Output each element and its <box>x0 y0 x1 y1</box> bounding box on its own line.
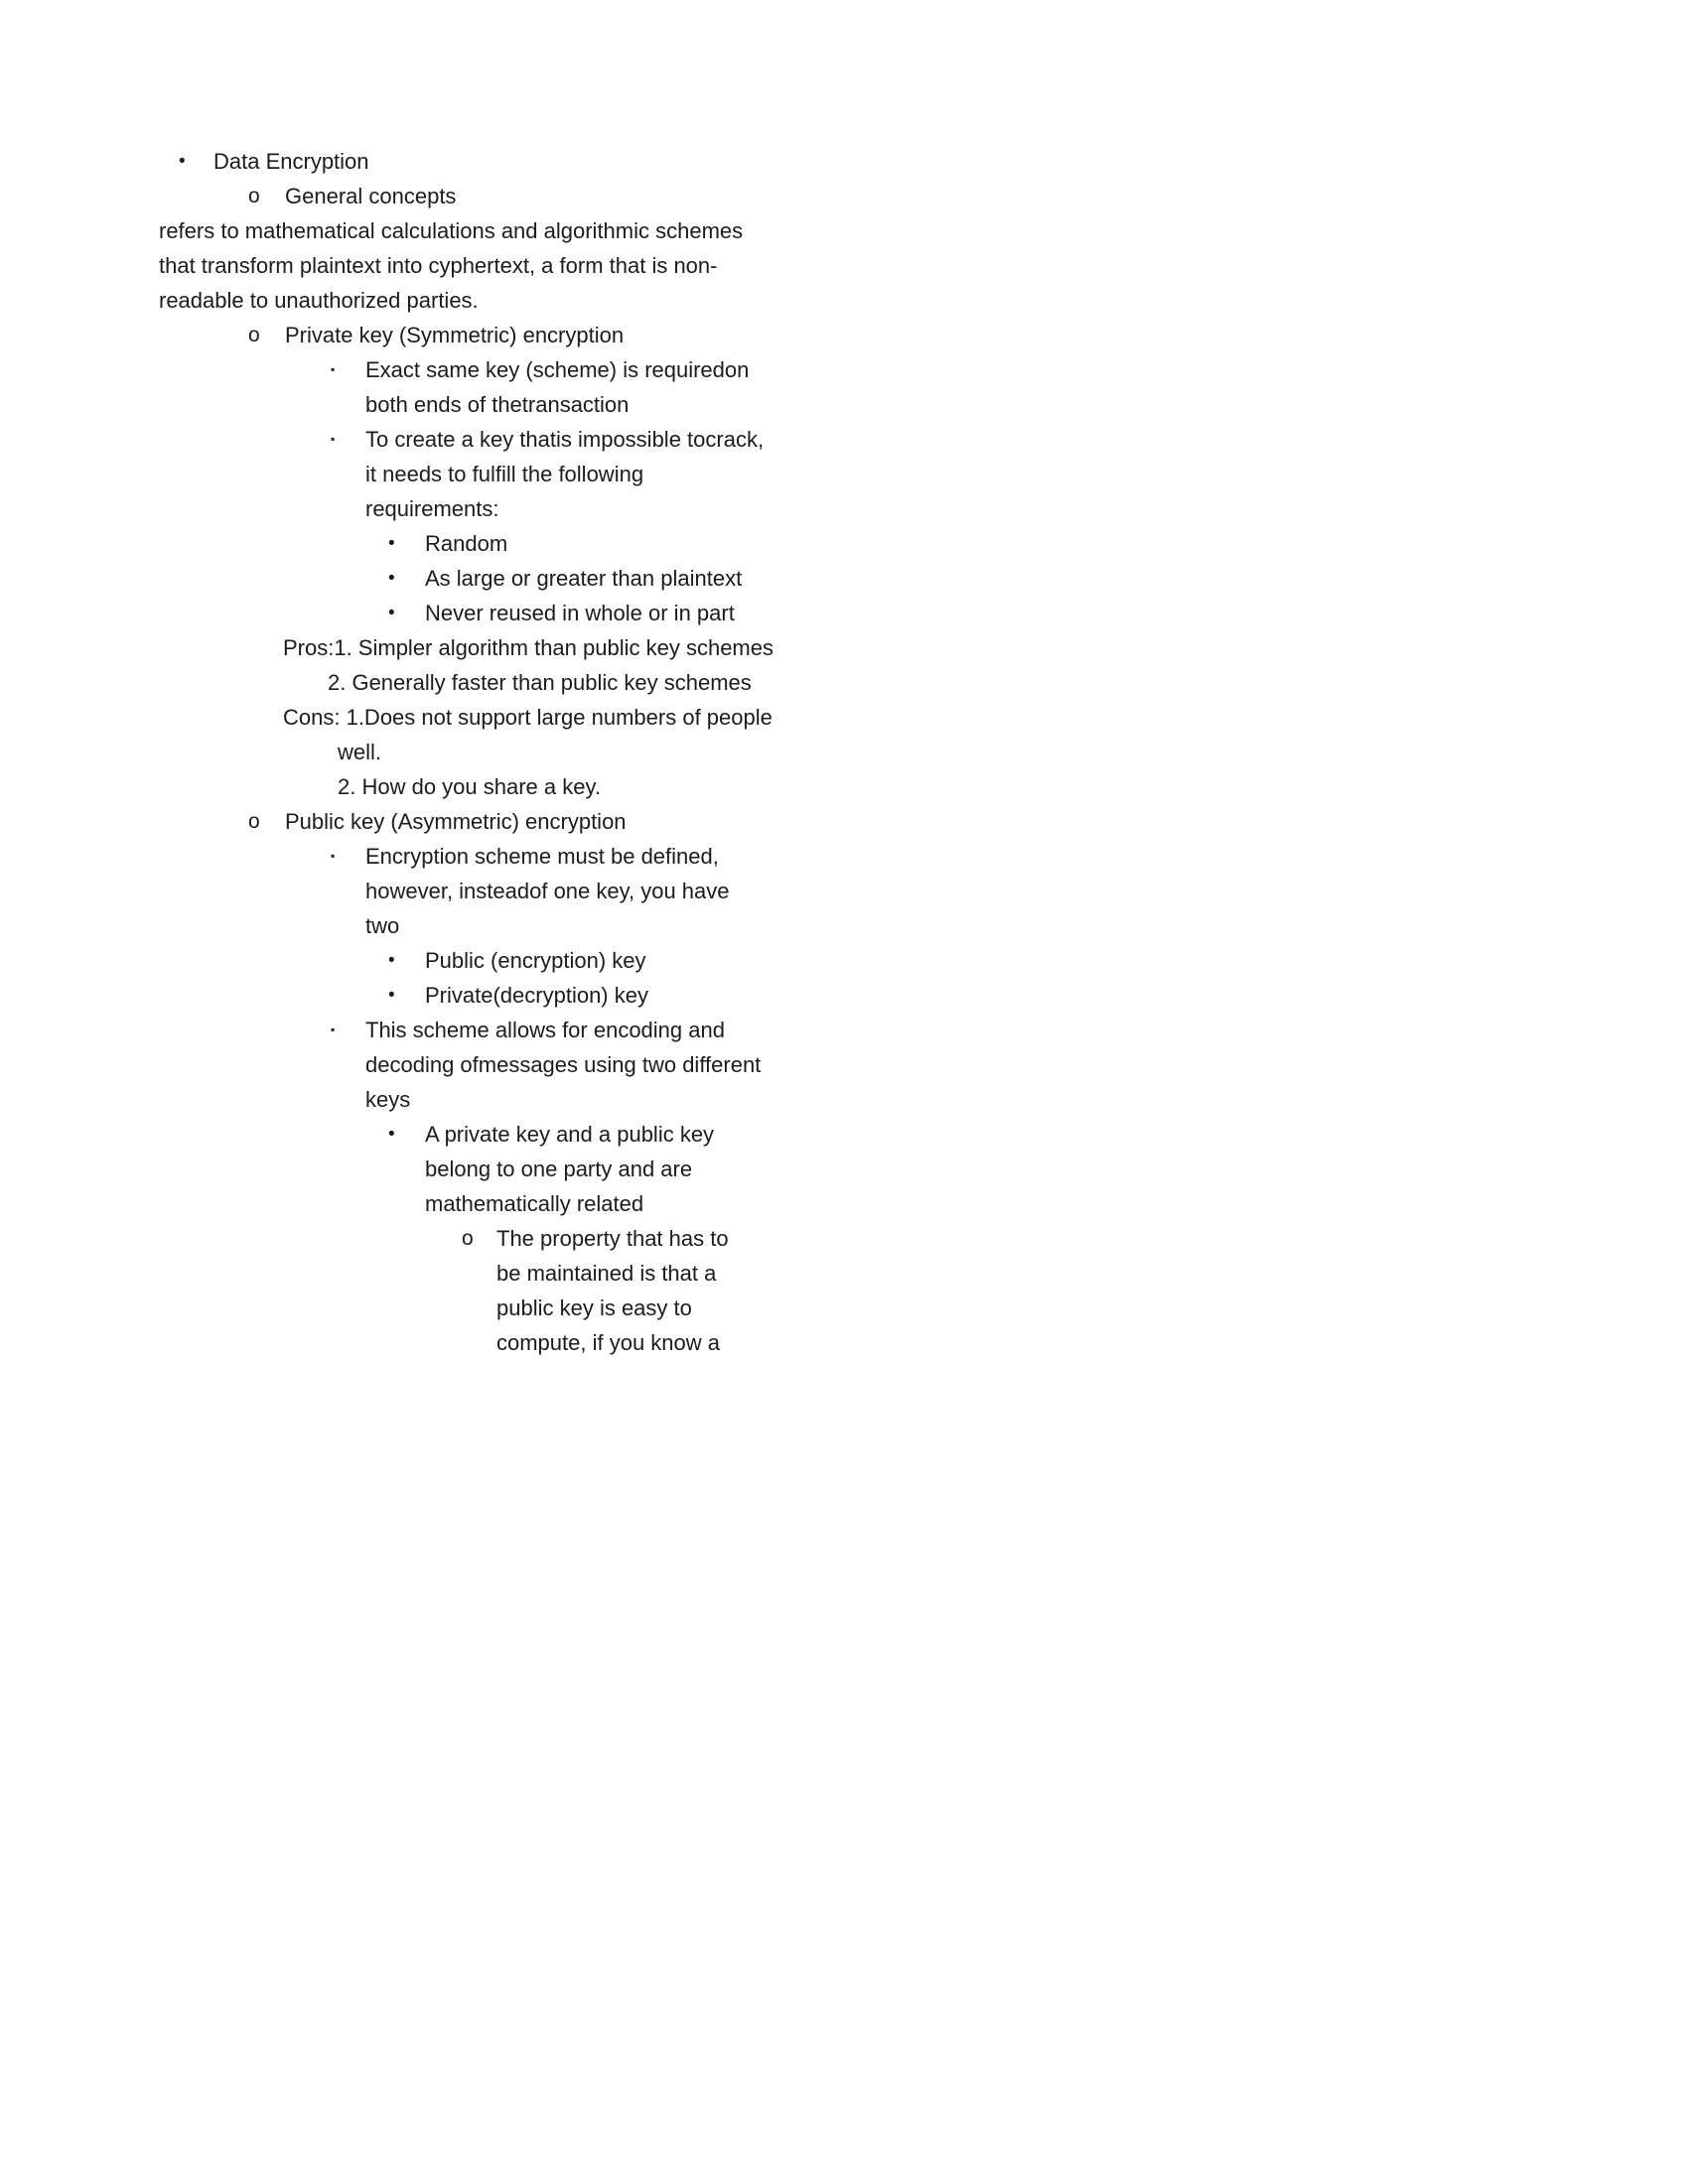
bullet-marker: • <box>388 950 395 971</box>
pros-line <box>0 665 1688 700</box>
list-item-text: Private key (Symmetric) encryption <box>285 323 625 347</box>
list-item-text: As large or greater than plaintext <box>425 566 743 591</box>
list-item <box>0 526 1688 561</box>
list-item-text: To create a key thatis impossible tocrack, <box>365 427 765 452</box>
list-item-continuation <box>0 387 1688 422</box>
list-item-text: Public key (Asymmetric) encryption <box>285 809 627 834</box>
list-item-continuation <box>0 457 1688 491</box>
list-item-text: mathematically related <box>425 1191 644 1216</box>
paragraph-text: readable to unauthorized parties. <box>159 288 479 313</box>
list-item-text: The property that has to <box>496 1226 729 1251</box>
paragraph-line <box>0 283 1688 318</box>
list-item-text: Encryption scheme must be defined, <box>365 844 719 869</box>
list-item <box>0 596 1688 630</box>
bullet-marker: • <box>388 533 395 554</box>
list-item-text: however, insteadof one key, you have <box>365 879 730 903</box>
list-item-text: requirements: <box>365 496 499 521</box>
list-item-text: Public (encryption) key <box>425 948 646 973</box>
bullet-marker: o <box>462 1227 474 1250</box>
list-item-text: Random <box>425 531 508 556</box>
bullet-marker: o <box>248 324 260 346</box>
bullet-marker: ▪ <box>331 432 336 446</box>
list-item-continuation <box>0 1291 1688 1325</box>
list-item-text: decoding ofmessages using two different <box>365 1052 762 1077</box>
list-item-continuation <box>0 908 1688 943</box>
list-item <box>0 839 1688 874</box>
list-item <box>0 561 1688 596</box>
paragraph-text: refers to mathematical calculations and algorithmic schemes <box>159 218 744 243</box>
cons-line <box>0 700 1688 735</box>
list-item-text: be maintained is that a <box>496 1261 717 1286</box>
cons-text: 2. How do you share a key. <box>338 774 601 799</box>
list-item-text: This scheme allows for encoding and <box>365 1018 725 1042</box>
list-item-continuation <box>0 1082 1688 1117</box>
bullet-marker: • <box>179 151 186 172</box>
bullet-marker: ▪ <box>331 849 336 863</box>
list-item <box>0 318 1688 352</box>
bullet-marker: • <box>388 603 395 623</box>
list-item-text: both ends of thetransaction <box>365 392 630 417</box>
cons-line <box>0 769 1688 804</box>
pros-text: Pros:1. Simpler algorithm than public key schemes <box>283 635 774 660</box>
list-item <box>0 422 1688 457</box>
bullet-marker: o <box>248 810 260 833</box>
list-item <box>0 978 1688 1013</box>
list-item-continuation <box>0 1325 1688 1360</box>
list-item-continuation <box>0 491 1688 526</box>
paragraph-text: that transform plaintext into cyphertext, a form that is non- <box>159 253 718 278</box>
list-item-continuation <box>0 1256 1688 1291</box>
list-item <box>0 144 1688 179</box>
list-item-continuation <box>0 1047 1688 1082</box>
cons-line <box>0 735 1688 769</box>
list-item-text: public key is easy to <box>496 1296 692 1320</box>
list-item <box>0 804 1688 839</box>
list-item-text: compute, if you know a <box>496 1330 721 1355</box>
list-item <box>0 943 1688 978</box>
cons-text: Cons: 1.Does not support large numbers of people <box>283 705 773 730</box>
list-item-text: Never reused in whole or in part <box>425 601 735 625</box>
list-item-text: A private key and a public key <box>425 1122 715 1147</box>
list-item <box>0 352 1688 387</box>
list-item <box>0 1117 1688 1152</box>
list-item-text: keys <box>365 1087 411 1112</box>
cons-text: well. <box>338 740 382 764</box>
document-content <box>0 144 1688 1360</box>
paragraph-line <box>0 248 1688 283</box>
bullet-marker: ▪ <box>331 1023 336 1036</box>
list-item <box>0 1013 1688 1047</box>
bullet-marker: • <box>388 568 395 589</box>
list-item-continuation <box>0 874 1688 908</box>
bullet-marker: • <box>388 985 395 1006</box>
bullet-marker: • <box>388 1124 395 1145</box>
paragraph-line <box>0 213 1688 248</box>
list-item-continuation <box>0 1186 1688 1221</box>
list-item-text: Private(decryption) key <box>425 983 648 1008</box>
list-item <box>0 1221 1688 1256</box>
pros-line <box>0 630 1688 665</box>
list-item <box>0 179 1688 213</box>
list-item-text: two <box>365 913 400 938</box>
list-item-text: it needs to fulfill the following <box>365 462 644 486</box>
bullet-marker: o <box>248 185 260 207</box>
bullet-marker: ▪ <box>331 362 336 376</box>
list-item-text: Data Encryption <box>213 149 369 174</box>
list-item-text: belong to one party and are <box>425 1157 693 1181</box>
list-item-text: General concepts <box>285 184 457 208</box>
pros-text: 2. Generally faster than public key schemes <box>328 670 752 695</box>
list-item-text: Exact same key (scheme) is requiredon <box>365 357 750 382</box>
list-item-continuation <box>0 1152 1688 1186</box>
